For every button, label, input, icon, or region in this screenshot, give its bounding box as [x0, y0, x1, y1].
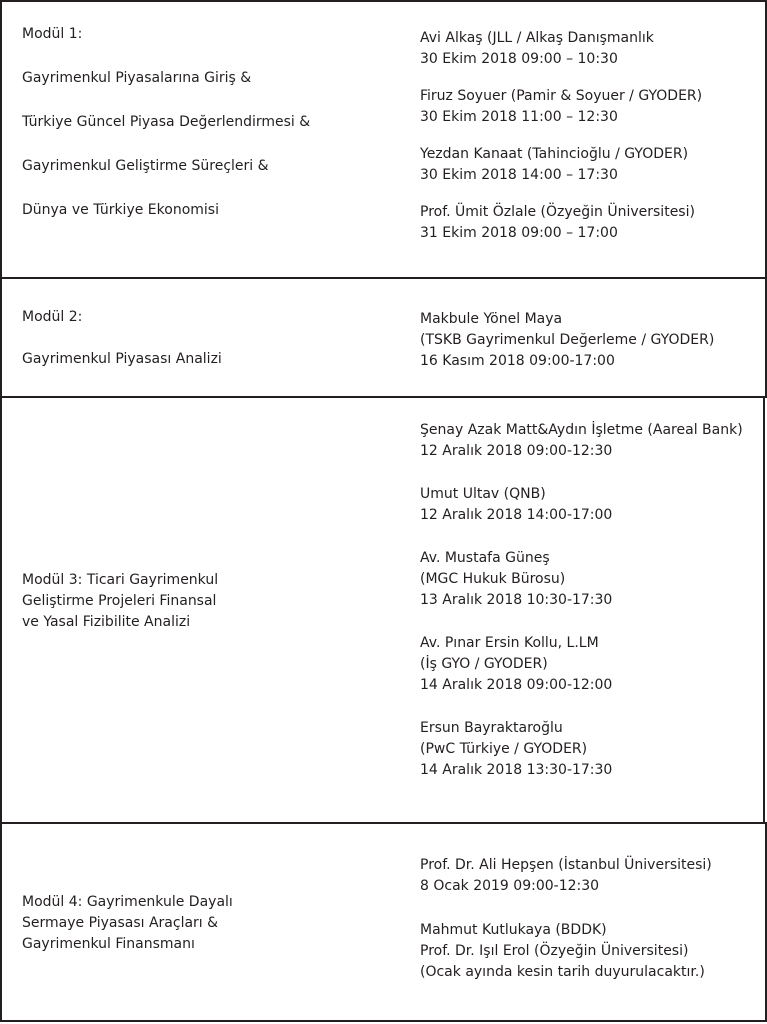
module-title-line: Gayrimenkul Geliştirme Süreçleri &: [22, 158, 269, 174]
session-date: 31 Ekim 2018 09:00 – 17:00: [420, 225, 618, 241]
session-affiliation: (PwC Türkiye / GYODER): [420, 741, 588, 757]
module-4-row: [0, 822, 767, 1022]
session-item: [420, 484, 765, 526]
session-date: 30 Ekim 2018 09:00 – 10:30: [420, 51, 618, 67]
module-title-line: Geliştirme Projeleri Finansal: [22, 593, 217, 609]
module-2-title: [22, 307, 392, 391]
session-speaker: Prof. Dr. Ali Hepşen (İstanbul Üniversitesi): [420, 857, 712, 873]
session-affiliation: (MGC Hukuk Bürosu): [420, 571, 566, 587]
session-speaker: Avi Alkaş (JLL / Alkaş Danışmanlık: [420, 30, 654, 46]
session-date: 12 Aralık 2018 09:00-12:30: [420, 443, 613, 459]
module-title-line: Dünya ve Türkiye Ekonomisi: [22, 202, 219, 218]
module-title-line: Gayrimenkul Piyasası Analizi: [22, 351, 222, 367]
module-1-row: [0, 0, 767, 279]
session-item: [420, 633, 765, 696]
session-speaker: Prof. Ümit Özlale (Özyeğin Üniversitesi): [420, 204, 695, 220]
session-item: [420, 548, 765, 611]
session-speaker: Şenay Azak Matt&Aydın İşletme (Aareal Bank): [420, 422, 743, 438]
session-speaker: Prof. Dr. Işıl Erol (Özyeğin Üniversitesi): [420, 943, 689, 959]
session-item: [420, 855, 765, 897]
module-title-line: Gayrimenkul Piyasalarına Giriş &: [22, 70, 252, 86]
module-3-title: [22, 570, 392, 633]
module-1-sessions: [420, 28, 765, 260]
module-3-sessions: [420, 420, 765, 803]
session-speaker: Makbule Yönel Maya: [420, 311, 563, 327]
session-date: 8 Ocak 2019 09:00-12:30: [420, 878, 600, 894]
session-date: 30 Ekim 2018 14:00 – 17:30: [420, 167, 618, 183]
module-title-line: Sermaye Piyasası Araçları &: [22, 915, 219, 931]
session-note: (Ocak ayında kesin tarih duyurulacaktır.): [420, 964, 705, 980]
module-title-line: Modül 3: Ticari Gayrimenkul: [22, 572, 219, 588]
session-item: [420, 144, 765, 186]
module-1-title: [22, 24, 392, 244]
session-date: 30 Ekim 2018 11:00 – 12:30: [420, 109, 618, 125]
module-4-title: [22, 892, 392, 955]
session-item: [420, 28, 765, 70]
session-speaker: Firuz Soyuer (Pamir & Soyuer / GYODER): [420, 88, 703, 104]
module-2-sessions: [420, 309, 765, 395]
session-speaker: Av. Pınar Ersin Kollu, L.LM: [420, 635, 599, 651]
session-item: [420, 86, 765, 128]
session-date: 14 Aralık 2018 13:30-17:30: [420, 762, 613, 778]
module-3-row: [0, 396, 765, 824]
module-4-sessions: [420, 855, 765, 1006]
module-title-line: Modül 1:: [22, 26, 83, 42]
session-speaker: Yezdan Kanaat (Tahincioğlu / GYODER): [420, 146, 689, 162]
module-title-line: Modül 4: Gayrimenkule Dayalı: [22, 894, 233, 910]
session-date: 13 Aralık 2018 10:30-17:30: [420, 592, 613, 608]
session-affiliation: (TSKB Gayrimenkul Değerleme / GYODER): [420, 332, 715, 348]
module-title-line: ve Yasal Fizibilite Analizi: [22, 614, 191, 630]
module-2-row: [0, 277, 767, 398]
module-title-line: Modül 2:: [22, 309, 83, 325]
session-item: [420, 420, 765, 462]
module-title-line: Gayrimenkul Finansmanı: [22, 936, 195, 952]
session-speaker: Mahmut Kutlukaya (BDDK): [420, 922, 607, 938]
session-item: [420, 920, 765, 983]
session-item: [420, 309, 765, 372]
session-item: [420, 718, 765, 781]
session-date: 12 Aralık 2018 14:00-17:00: [420, 507, 613, 523]
session-item: [420, 202, 765, 244]
session-speaker: Av. Mustafa Güneş: [420, 550, 550, 566]
session-affiliation: (İş GYO / GYODER): [420, 656, 548, 672]
session-date: 14 Aralık 2018 09:00-12:00: [420, 677, 613, 693]
module-title-line: Türkiye Güncel Piyasa Değerlendirmesi &: [22, 114, 311, 130]
session-speaker: Ersun Bayraktaroğlu: [420, 720, 563, 736]
session-speaker: Umut Ultav (QNB): [420, 486, 546, 502]
session-date: 16 Kasım 2018 09:00-17:00: [420, 353, 615, 369]
